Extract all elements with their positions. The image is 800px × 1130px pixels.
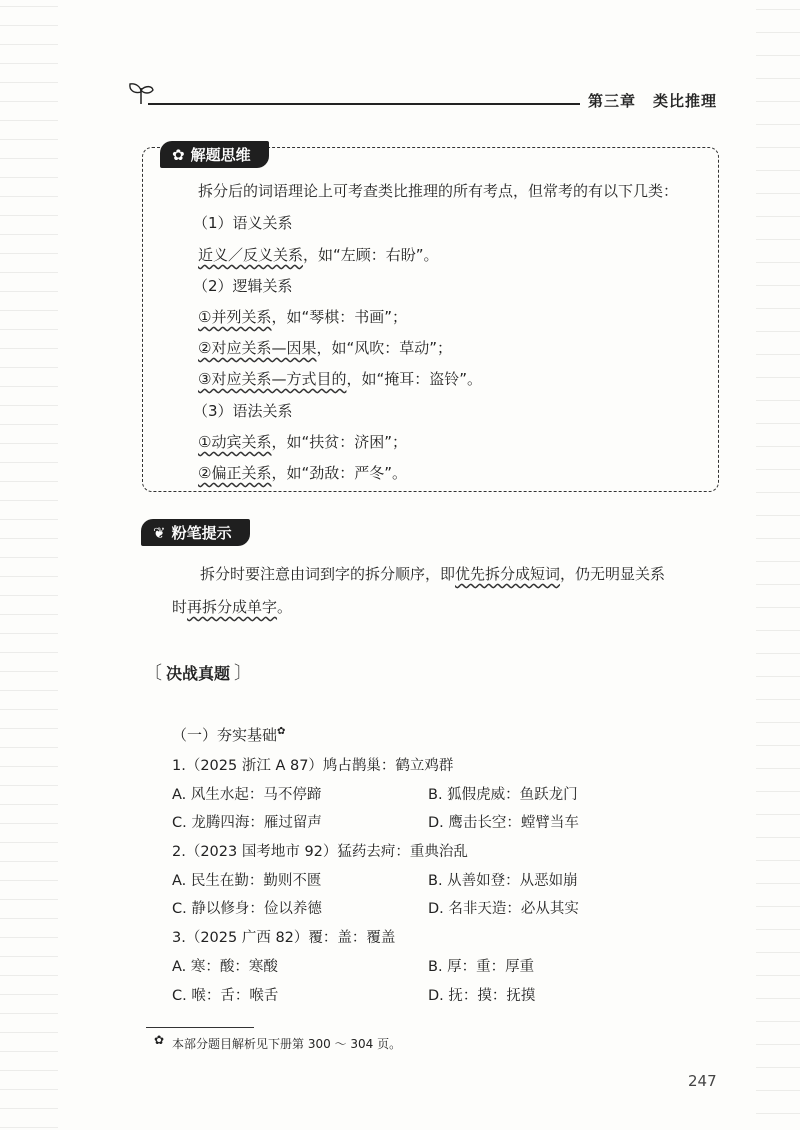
tip-tag-label: 粉笔提示 (171, 524, 232, 542)
section-heading (144, 659, 252, 685)
cat3-item-term: ①动宾关系 (198, 433, 272, 451)
chapter-label: 第三章 (588, 92, 637, 110)
tip-line-2 (172, 597, 292, 617)
sprout-icon: ❦ (153, 523, 166, 542)
page-number: 247 (688, 1072, 717, 1090)
cat2-item (198, 338, 452, 358)
option-a: A. 寒：酸：寒酸 (172, 959, 278, 975)
section-title: 决战真题 (166, 663, 231, 683)
subsection-label: （一）夯实基础 (172, 726, 278, 744)
cat3-item (198, 463, 407, 483)
footnote-text: 本部分题目解析见下册第 300 ～ 304 页。 (172, 1037, 402, 1051)
tip-text: ，仍无明显关系 (560, 565, 666, 583)
cat2-item (198, 307, 407, 327)
option-b: B. 从善如登：从恶如崩 (428, 873, 578, 889)
cat1-item-term: 近义／反义关系 (198, 246, 304, 264)
subsection-title (172, 722, 285, 745)
think-tag (160, 141, 269, 168)
question-stem: 2.（2023 国考地市 92）猛药去疴：重典治乱 (172, 844, 468, 860)
option-d: D. 抚：摸：抚摸 (428, 988, 536, 1004)
cat2-item (198, 369, 482, 389)
cat3-item-term: ②偏正关系 (198, 464, 272, 482)
cat3-item-example: ，如“扶贫：济困”； (271, 433, 407, 451)
option-b: B. 厚：重：厚重 (428, 959, 535, 975)
tip-line-1 (200, 564, 665, 584)
cat2-item-example: ，如“琴棋：书画”； (271, 308, 407, 326)
option-c: C. 龙腾四海：雁过留声 (172, 815, 322, 831)
option-a: A. 风生水起：马不停蹄 (172, 787, 322, 803)
flower-icon: ✿ (172, 145, 185, 164)
tip-emphasis: 再拆分成单字 (187, 598, 278, 616)
cat2-title: （2）逻辑关系 (193, 277, 293, 295)
cat2-item-term: ①并列关系 (198, 308, 272, 326)
question-stem: 1.（2025 浙江 A 87）鸠占鹊巢：鹤立鸡群 (172, 758, 454, 774)
scan-edge-right (756, 0, 800, 1130)
think-intro: 拆分后的词语理论上可考查类比推理的所有考点，但常考的有以下几类： (198, 182, 679, 200)
option-d: D. 鹰击长空：螳臂当车 (428, 815, 579, 831)
cat2-item-term: ③对应关系—方式目的 (198, 370, 347, 388)
think-tag-label: 解题思维 (190, 146, 251, 164)
cat1-item (198, 245, 439, 265)
cat1-item-example: ，如“左顾：右盼”。 (303, 246, 439, 264)
cat2-item-example: ，如“掩耳：盗铃”。 (346, 370, 482, 388)
cat3-item-example: ，如“劲敌：严冬”。 (271, 464, 407, 482)
cat3-title: （3）语法关系 (193, 402, 293, 420)
option-d: D. 名非天造：必从其实 (428, 901, 579, 917)
tip-text: 时 (172, 598, 188, 616)
option-c: C. 静以修身：俭以养德 (172, 901, 322, 917)
section-bracket-close: 〕 (234, 663, 253, 684)
tip-text: 。 (277, 598, 293, 616)
section-bracket-open: 〔 (144, 663, 162, 684)
cat2-item-example: ，如“风吹：草动”； (316, 339, 452, 357)
option-b: B. 狐假虎威：鱼跃龙门 (428, 787, 578, 803)
tip-text: 拆分时要注意由词到字的拆分顺序，即 (200, 565, 456, 583)
flower-footnote-icon: ✿ (154, 1033, 165, 1047)
topic-label: 类比推理 (653, 92, 718, 110)
footnote-rule (146, 1027, 254, 1028)
question-stem: 3.（2025 广西 82）覆：盖：覆盖 (172, 930, 396, 946)
header-rule (148, 103, 580, 105)
cat2-item-term: ②对应关系—因果 (198, 339, 317, 357)
scan-edge-left (0, 0, 58, 1130)
cat3-item (198, 432, 407, 452)
option-a: A. 民生在勤：勤则不匮 (172, 873, 322, 889)
option-c: C. 喉：舌：喉舌 (172, 988, 279, 1004)
tip-emphasis: 优先拆分成短词 (455, 565, 561, 583)
cat1-title: （1）语义关系 (193, 214, 293, 232)
tip-tag (141, 519, 250, 546)
flower-mark-icon: ✿ (277, 726, 286, 737)
